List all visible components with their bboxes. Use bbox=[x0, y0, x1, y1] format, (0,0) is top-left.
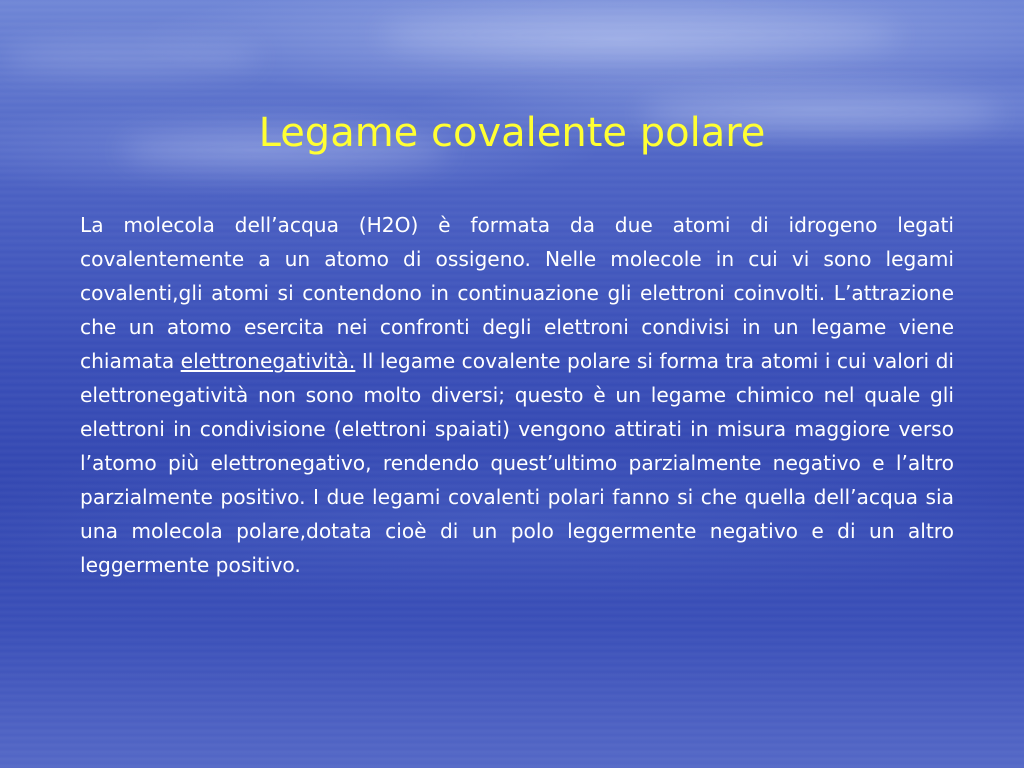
background-cloud bbox=[0, 40, 260, 75]
body-text-part1: La molecola dell’acqua (H2O) è formata da due atomi di idrogeno legati covalentemente a un atomo di ossigeno. Nelle molecole in cui vi sono legami covalenti,gli atomi si contendono in continuazione gli elettroni coinvolti. L’attrazione che un atomo esercita nei confronti degli elettroni condivisi in un legame viene chiamata bbox=[80, 213, 954, 373]
elettronegativita-link[interactable]: elettronegatività. bbox=[180, 349, 356, 373]
body-text bbox=[80, 208, 954, 582]
slide-title: Legame covalente polare bbox=[258, 110, 766, 156]
body-text-part2: Il legame covalente polare si forma tra atomi i cui valori di elettronegatività non sono molto diversi; questo è un legame chimico nel quale gli elettroni in condivisione (elettroni spaiati) vengono attirati in misura maggiore verso l’atomo più elettronegativo, rendendo quest’ultimo parzialmente negativo e l’altro parzialmente positivo. I due legami covalenti polari fanno si che quella dell’acqua sia una molecola polare,dotata cioè di un polo leggermente negativo e di un altro leggermente positivo. bbox=[80, 349, 954, 577]
background-cloud bbox=[380, 10, 900, 60]
